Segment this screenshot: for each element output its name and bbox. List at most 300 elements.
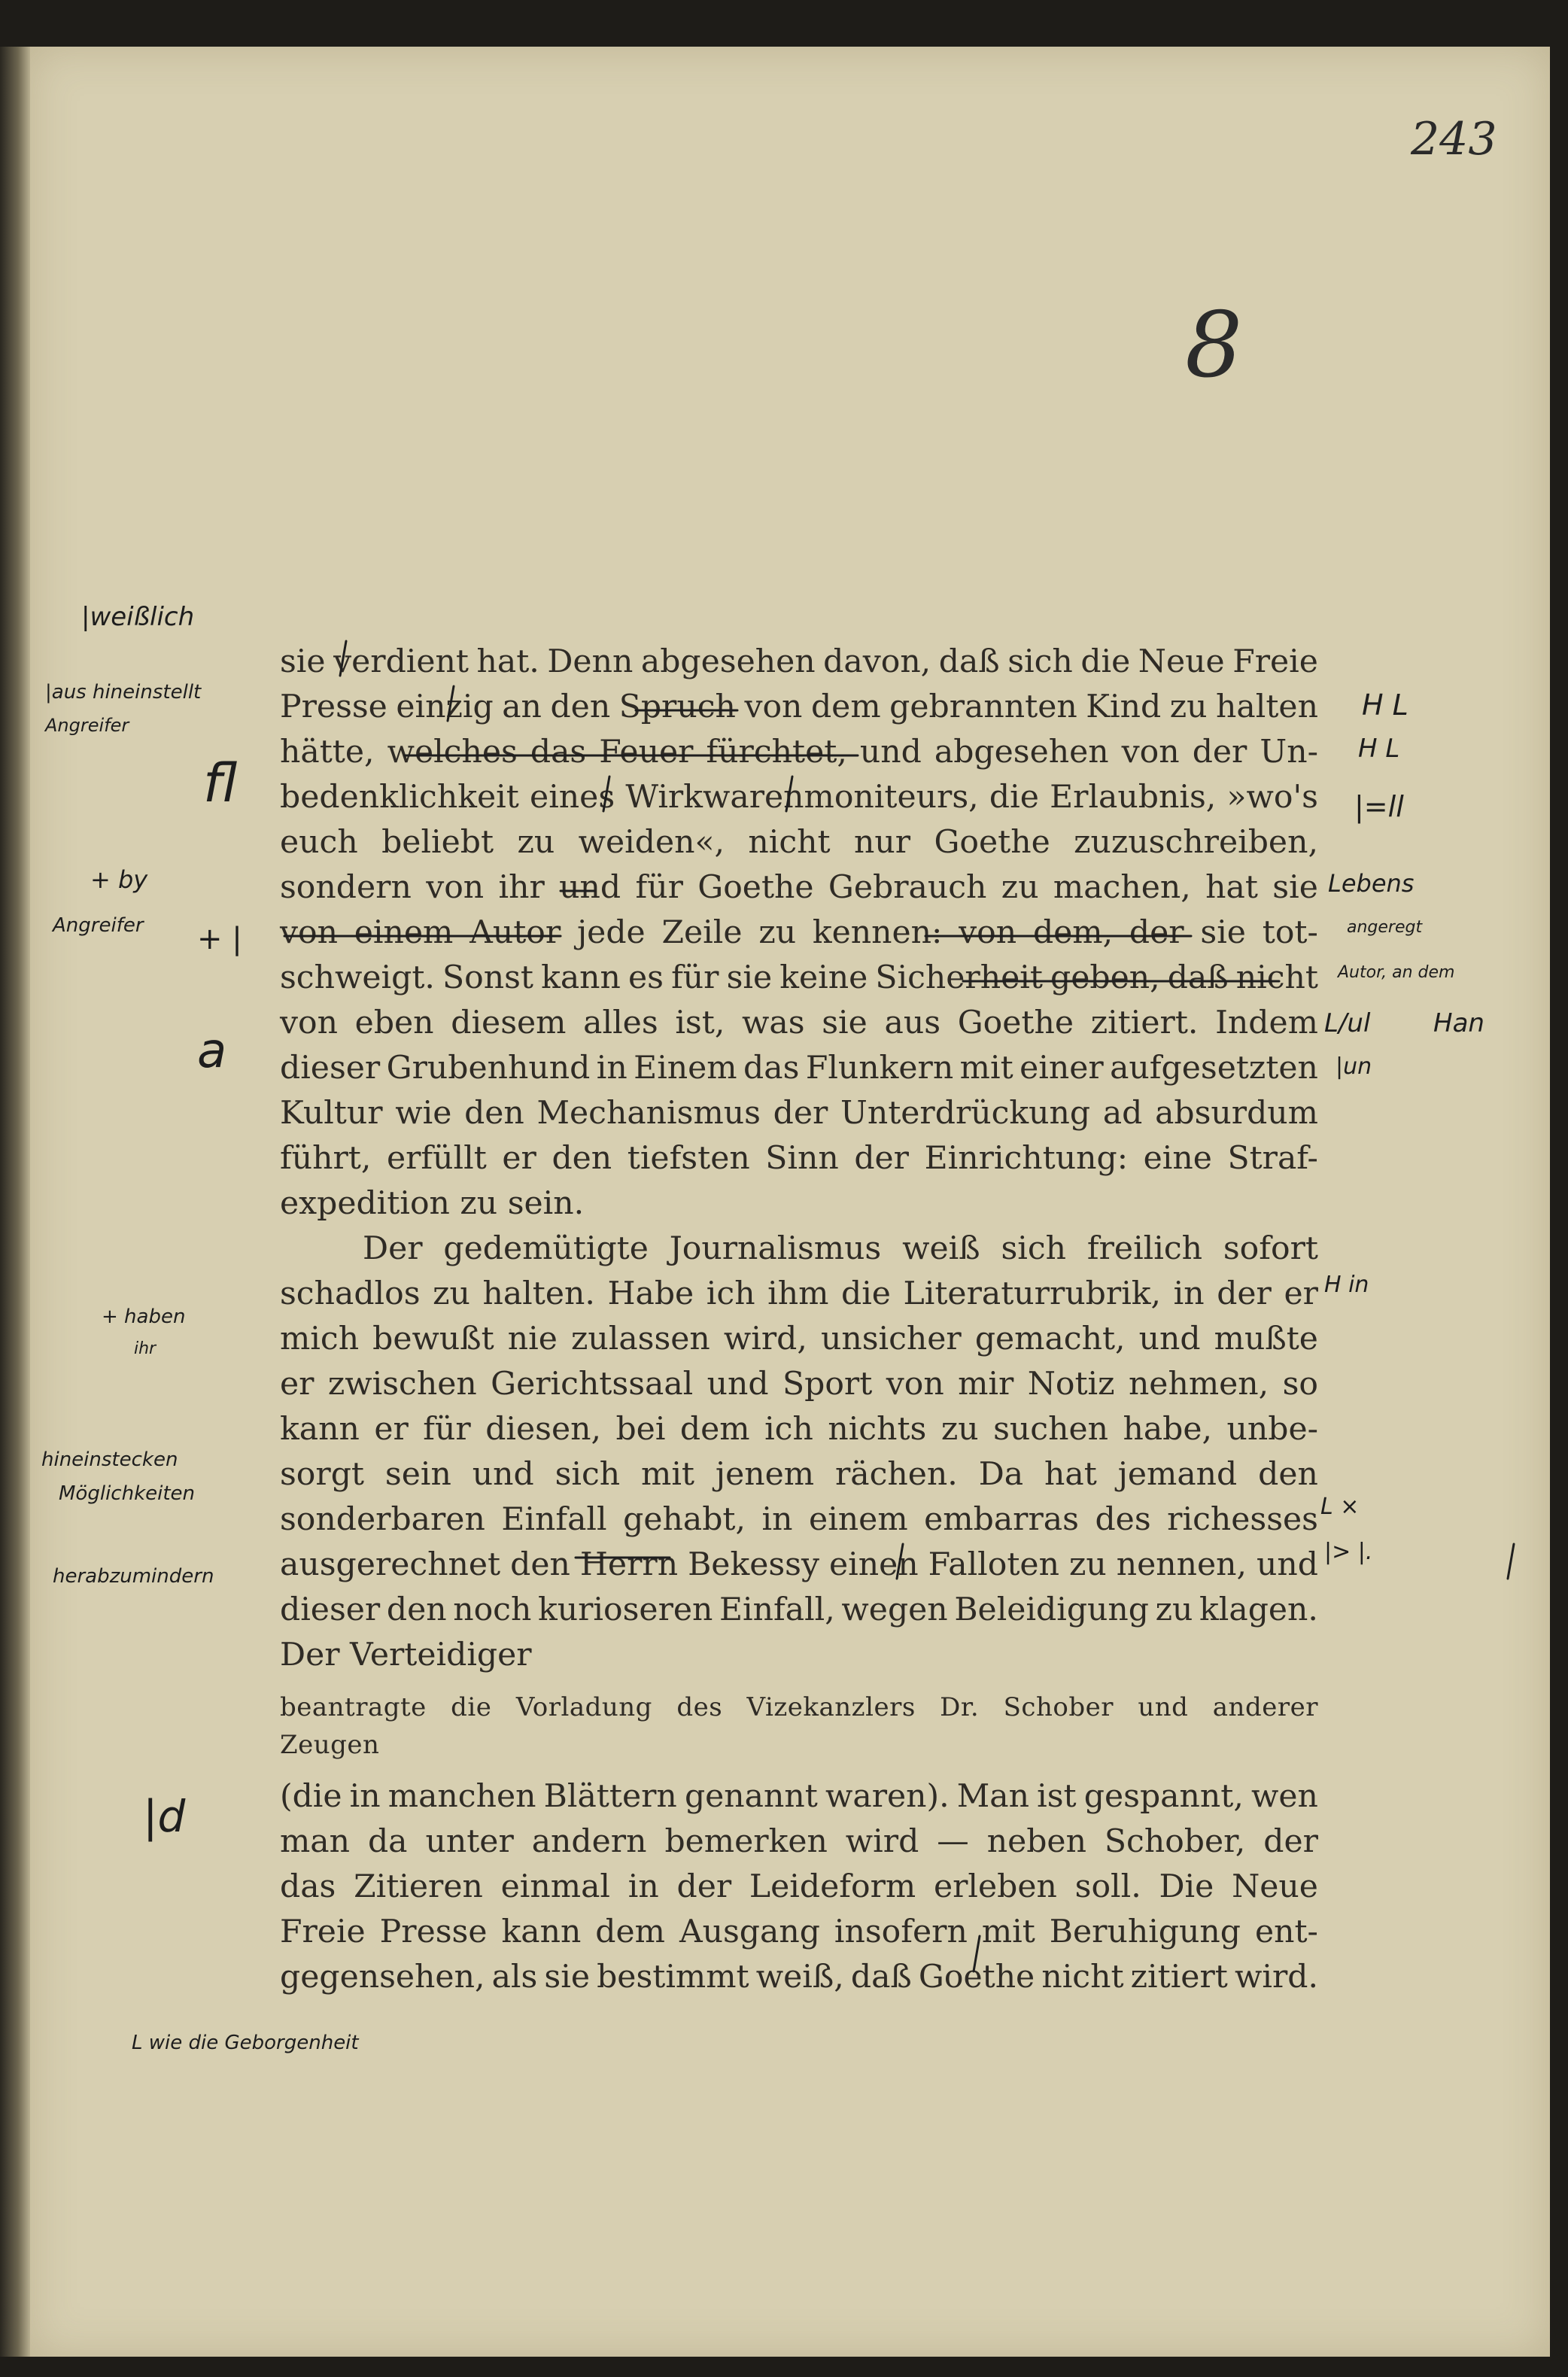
text-line-content: expedition zu sein. [280,1185,585,1222]
word: als [491,1959,538,1996]
page-number: 243 [1411,113,1497,166]
word: nehmen, [1128,1366,1269,1403]
word: schweigt. [280,959,435,996]
word: Vorladung [515,1692,652,1722]
word: Habe [607,1275,694,1312]
word: Feuer [599,734,694,771]
word: sie [280,643,326,680]
word: noch [453,1591,532,1628]
word: die [451,1692,492,1722]
word: von [744,688,803,725]
word: in [628,1868,659,1905]
word: von [1121,734,1180,771]
word: halten. [482,1275,595,1312]
word: embarras [924,1501,1079,1538]
word: zitiert. [1090,1005,1199,1041]
word: Straf- [1227,1140,1318,1177]
word: ad [1102,1095,1143,1132]
word: diesem [451,1005,567,1041]
word: sich [555,1456,621,1493]
word: Literaturrubrik, [903,1275,1162,1312]
word: zu [1001,869,1039,906]
word: was [742,1005,805,1041]
word: Gebrauch [828,869,987,906]
word: Neue [1232,1868,1318,1905]
word: und [472,1456,534,1493]
word: Zitieren [354,1868,483,1905]
word: Denn [547,643,634,680]
word: — [937,1823,969,1860]
word: der [773,1095,828,1132]
word: bei [615,1411,666,1448]
word: bemerken [664,1823,828,1860]
insert-mark [786,777,792,811]
word: sie [544,1959,590,1996]
word: Freie [1232,643,1318,680]
word: des [676,1692,723,1722]
word: die [989,779,1039,816]
margin-note-left: hineinstecken [41,1448,178,1471]
word: gemacht, [974,1321,1126,1357]
word: ich [706,1275,755,1312]
word: von [426,869,485,906]
word: Einrichtung: [924,1140,1129,1177]
word: sie [726,959,773,996]
word: daß [938,643,1000,680]
word: jemand [1117,1456,1238,1493]
word: sorgt [280,1456,364,1493]
word: euch [280,824,358,861]
word: Herrn [579,1546,679,1583]
word: und [707,1366,769,1403]
word: Sicherheit [875,959,1043,996]
word: habe, [1123,1411,1213,1448]
word: dem, [1032,914,1114,951]
word: einen [829,1546,919,1583]
word: zwischen [327,1366,477,1403]
word: soll. [1074,1868,1141,1905]
word: Indem [1215,1005,1318,1041]
word: des [1095,1501,1151,1538]
word: abgesehen [934,734,1109,771]
word: erleben [933,1868,1057,1905]
word: alles [583,1005,658,1041]
word: halten [1216,688,1318,725]
word: nicht [1235,959,1318,996]
word: Un- [1260,734,1318,771]
word: andern [531,1823,647,1860]
word: schadlos [280,1275,421,1312]
margin-note-right: L × [1320,1494,1360,1520]
word: insofern [834,1913,968,1950]
word: dem [595,1913,665,1950]
word: in [761,1501,793,1538]
word: von [280,1005,338,1041]
word: Sinn [765,1140,839,1177]
word: Beleidigung [954,1591,1149,1628]
word: Kultur [280,1095,383,1132]
insert-mark [603,777,609,811]
word: Erlaubnis, [1050,779,1217,816]
word: er [280,1366,315,1403]
word: zitiert [1130,1959,1228,1996]
word: Spruch [618,688,736,725]
word: Goethe [697,869,814,906]
word: sofort [1223,1230,1318,1267]
word: sonderbaren [280,1501,485,1538]
word: tiefsten [627,1140,750,1177]
word: die [841,1275,891,1312]
word: Gerichtssaal [491,1366,694,1403]
word: kann [501,1913,582,1950]
word: hat [1044,1456,1097,1493]
word: jenem [715,1456,815,1493]
word: Einfall [501,1501,607,1538]
word: Autor [469,914,561,951]
margin-note-left: + by [90,865,148,894]
word: Schober [1003,1692,1114,1722]
word: zu [1169,688,1208,725]
word: der [1263,1823,1318,1860]
word: Falloten [928,1546,1059,1583]
word: dieser [280,1050,381,1087]
word: der [1192,734,1247,771]
word: Dr. [940,1692,980,1722]
margin-note-right: Han [1433,1008,1484,1038]
word: nichts [828,1411,927,1448]
word: in [596,1050,628,1087]
word: nie [507,1321,558,1357]
word: Wirkwarenmoniteurs, [625,779,979,816]
word: mit [641,1456,695,1493]
word: neben [986,1823,1086,1860]
word: hat. [476,643,539,680]
insert-mark [340,641,346,676]
margin-note-left: herabzumindern [53,1565,214,1588]
margin-note-right: H in [1324,1272,1369,1298]
margin-note-right: |=ll [1354,790,1404,823]
word: sie [1200,914,1246,951]
word: (die [280,1778,342,1815]
margin-note-left: a [197,1023,227,1079]
word: mich [280,1321,360,1357]
word: bedenklichkeit [280,779,519,816]
word: ihr [498,869,545,906]
word: wird. [1234,1959,1318,1996]
word: den [552,1140,612,1177]
word: er [374,1411,409,1448]
word: Einem [634,1050,737,1087]
word: Zeile [661,914,743,951]
word: wird [845,1823,919,1860]
text-line-content: Der Verteidiger [280,1637,532,1673]
word: der [1217,1275,1272,1312]
word: Leideform [749,1868,916,1905]
word: aus [884,1005,941,1041]
word: an [502,688,542,725]
word: beliebt [381,824,494,861]
word: weiß, [755,1959,844,1996]
word: erfüllt [386,1140,487,1177]
word: Einfall, [719,1591,835,1628]
word: gedemütigte [443,1230,649,1267]
word: ausgerechnet [280,1546,501,1583]
word: er [502,1140,536,1177]
text-line-content: Zeugen [280,1730,380,1760]
word: eine [1143,1140,1212,1177]
word: ent- [1254,1913,1318,1950]
word: da [367,1823,408,1860]
word: unsicher [820,1321,962,1357]
word: das [280,1868,336,1905]
word: Presse [379,1913,488,1950]
word: zulassen [570,1321,710,1357]
word: der [1129,914,1184,951]
word: dieser [280,1591,381,1628]
word: mir [958,1366,1014,1403]
word: mit [981,1913,1035,1950]
word: für [671,959,719,996]
word: den [1258,1456,1318,1493]
word: bestimmt [597,1959,749,1996]
word: jede [577,914,646,951]
margin-note-left: L wie die Geborgenheit [132,2032,359,2054]
word: kann [541,959,621,996]
word: suchen [993,1411,1108,1448]
word: tot- [1262,914,1318,951]
word: den [510,1546,570,1583]
word: in [1173,1275,1205,1312]
word: Die [1159,1868,1214,1905]
word: führt, [280,1140,372,1177]
word: einem [809,1501,908,1538]
word: zu [940,1411,979,1448]
margin-note-right: H L [1358,734,1400,764]
word: zu [433,1275,470,1312]
word: unter [425,1823,514,1860]
word: nicht [1041,1959,1124,1996]
word: Sport [782,1366,873,1403]
word: und [859,734,922,771]
word: Ausgang [679,1913,820,1950]
word: keine [779,959,868,996]
word: ist [1037,1778,1077,1815]
word: für [423,1411,471,1448]
word: so [1282,1366,1318,1403]
word: wegen [841,1591,948,1628]
word: hat [1205,869,1258,906]
margin-note-left: fl [203,752,238,814]
word: nicht [748,824,831,861]
word: ich [764,1411,813,1448]
section-mark: 8 [1185,293,1243,398]
insert-mark [448,686,454,721]
word: das [743,1050,800,1087]
word: von [280,914,338,951]
word: gehabt, [623,1501,746,1538]
word: dem [679,1411,750,1448]
word: fürchtet, [706,734,847,771]
margin-note-left: + haben [102,1306,186,1328]
word: zu [1068,1546,1107,1583]
word: Flunkern [805,1050,954,1087]
word: Unterdrückung [840,1095,1091,1132]
word: nur [854,824,911,861]
word: für [635,869,683,906]
word: das [530,734,587,771]
margin-note-right: |> |. [1324,1539,1373,1565]
word: Notiz [1027,1366,1115,1403]
word: sein [384,1456,451,1493]
word: Bekessy [688,1546,819,1583]
word: anderer [1212,1692,1318,1722]
word: nennen, [1116,1546,1247,1583]
word: und [1138,1692,1189,1722]
word: gebrannten [889,688,1077,725]
word: Beruhigung [1049,1913,1241,1950]
word: kurioseren [537,1591,713,1628]
word: wen [1250,1778,1318,1815]
word: der [676,1868,732,1905]
margin-note-left: Möglichkeiten [59,1482,196,1505]
word: in [349,1778,381,1815]
word: Mechanismus [536,1095,761,1132]
word: gespannt, [1083,1778,1244,1815]
word: zu [517,824,555,861]
word: Kind [1086,688,1162,725]
word: daß [1167,959,1229,996]
word: mit [959,1050,1013,1087]
word: weiden«, [578,824,725,861]
word: rächen. [834,1456,958,1493]
word: man [280,1823,351,1860]
word: Man [956,1778,1030,1815]
word: ist, [675,1005,725,1041]
insert-mark [897,1544,903,1579]
word: einem [354,914,454,951]
word: gegensehen, [280,1959,485,1996]
word: bewußt [372,1321,494,1357]
word: Sonst [442,959,533,996]
word: Blättern [543,1778,677,1815]
margin-note-left: |aus hineinstellt [45,681,202,704]
word: Grubenhund [386,1050,591,1087]
word: der [854,1140,910,1177]
margin-note-right: |un [1336,1053,1372,1080]
margin-note-left: ihr [134,1339,156,1358]
word: von [886,1366,944,1403]
word: eben [354,1005,434,1041]
word: mußte [1214,1321,1318,1357]
word: zu [758,914,797,951]
word: er [1284,1275,1318,1312]
word: dem [810,688,881,725]
word: und [1138,1321,1201,1357]
word: ihm [767,1275,829,1312]
word: einer [1020,1050,1104,1087]
word: unbe- [1226,1411,1318,1448]
word: Neue [1138,643,1225,680]
word: von [959,914,1017,951]
word: beantragte [280,1692,427,1722]
word: den [464,1095,524,1132]
word: sie [822,1005,868,1041]
margin-note-right: L/ul [1324,1008,1371,1038]
word: richesses [1167,1501,1318,1538]
word: Journalismus [669,1230,882,1267]
word: freilich [1086,1230,1203,1267]
word: weiß [902,1230,980,1267]
word: manchen [387,1778,536,1815]
word: Vizekanzlers [746,1692,916,1722]
word: welches [387,734,518,771]
margin-note-right: angeregt [1347,918,1423,937]
word: diesen, [485,1411,601,1448]
word: sich [1007,643,1073,680]
word: kennen: [812,914,943,951]
word: kann [280,1411,360,1448]
word: Schober, [1104,1823,1246,1860]
word: einzig [396,688,494,725]
margin-note-right: Autor, an dem [1338,963,1455,982]
margin-note-right: H L [1362,688,1408,722]
word: die [1080,643,1131,680]
word: einmal [500,1868,611,1905]
word: Der [363,1230,423,1267]
margin-note-left: + | [197,922,242,956]
word: machen, [1053,869,1191,906]
word: es [628,959,664,996]
word: Presse [280,688,387,725]
word: eines [530,779,615,816]
word: genannt [684,1778,818,1815]
margin-note-left: Angreifer [53,914,144,937]
word: daß [850,1959,912,1996]
word: »wo's [1226,779,1318,816]
word: und [559,869,621,906]
word: Freie [280,1913,366,1950]
word: sondern [280,869,412,906]
word: klagen. [1199,1591,1318,1628]
word: abgesehen [640,643,816,680]
margin-note-left: |d [143,1791,186,1842]
margin-note-left: |weißlich [81,602,195,632]
word: sich [1001,1230,1067,1267]
insert-mark [1508,1544,1514,1579]
word: den [550,688,611,725]
word: Goethe [957,1005,1074,1041]
word: wird, [723,1321,807,1357]
word: und [1257,1546,1318,1583]
word: verdient [333,643,469,680]
word: hätte, [280,734,375,771]
margin-note-left: Angreifer [45,715,129,736]
word: absurdum [1155,1095,1318,1132]
word: den [386,1591,447,1628]
word: sie [1272,869,1318,906]
word: Goethe [934,824,1050,861]
word: geben, [1050,959,1160,996]
word: wie [395,1095,452,1132]
word: Goethe [918,1959,1035,1996]
word: zu [1155,1591,1193,1628]
word: zuzuschreiben, [1074,824,1318,861]
insert-mark [974,1936,980,1971]
word: Da [978,1456,1024,1493]
word: aufgesetzten [1110,1050,1318,1087]
word: davon, [823,643,931,680]
margin-note-right: Lebens [1328,869,1415,898]
